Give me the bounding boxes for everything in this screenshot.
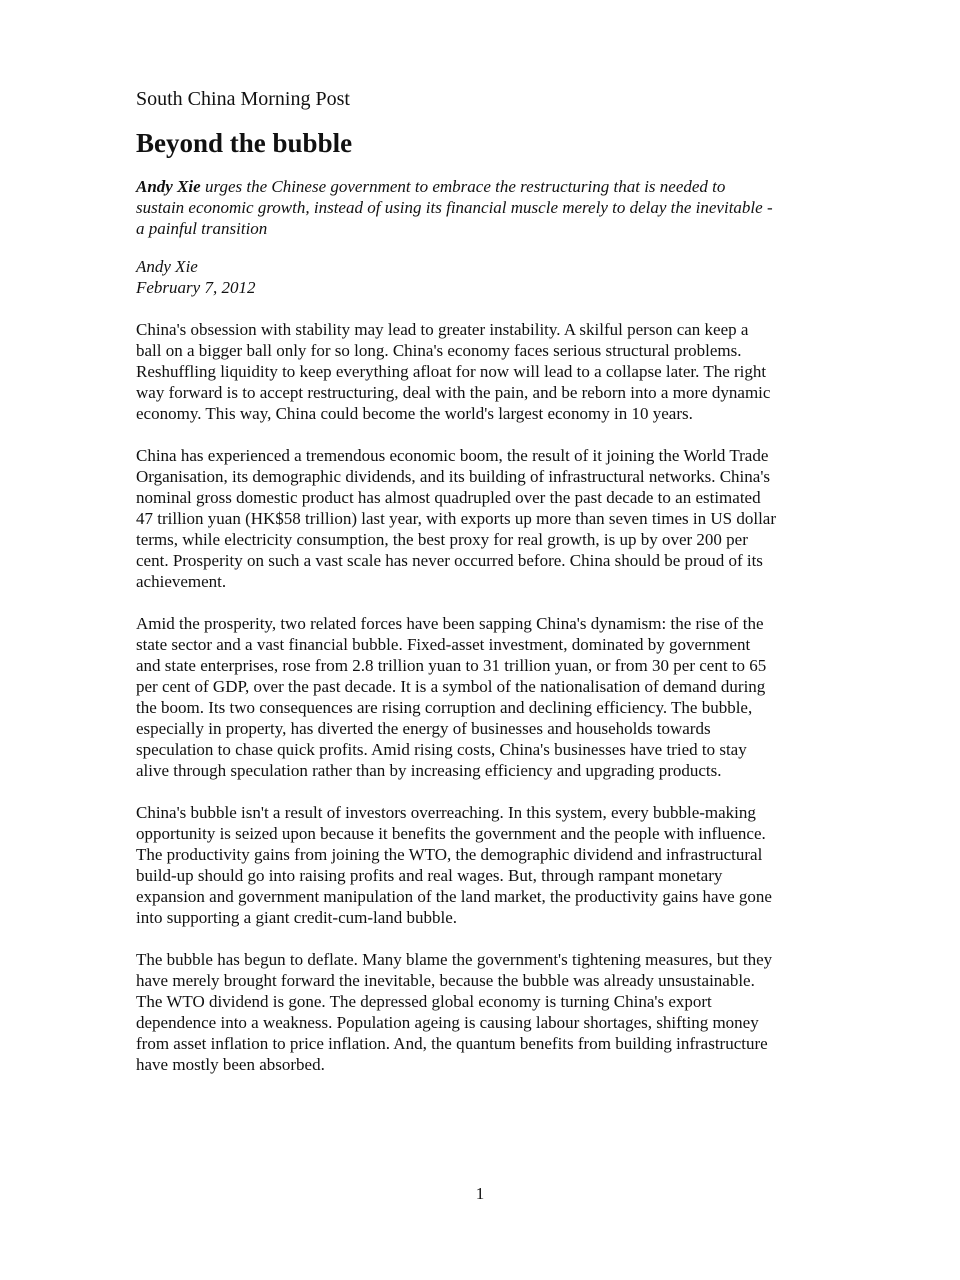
article-standfirst — [136, 176, 836, 239]
paragraph-line: economy. This way, China could become the world's largest economy in 10 years. — [136, 404, 693, 423]
paragraph-line: speculation to chase quick profits. Amid rising costs, China's businesses have tried to stay — [136, 740, 747, 759]
paragraph-line: achievement. — [136, 572, 227, 591]
standfirst-text: urges the Chinese government to embrace the restructuring that is needed to — [200, 177, 726, 196]
paragraph-line: nominal gross domestic product has almost quadrupled over the past decade to an estimated — [136, 488, 761, 507]
standfirst-line — [136, 176, 836, 197]
paragraph-line: Organisation, its demographic dividends, and its building of infrastructural networks. China's — [136, 467, 771, 486]
publication-name: South China Morning Post — [136, 88, 350, 110]
paragraph-line: 47 trillion yuan (HK$58 trillion) last year, with exports up more than seven times in US dollar — [136, 509, 777, 528]
paragraph-line: The productivity gains from joining the WTO, the demographic dividend and infrastructural — [136, 845, 763, 864]
paragraph-line: The bubble has begun to deflate. Many blame the government's tightening measures, but they — [136, 950, 773, 969]
paragraph-line: per cent of GDP, over the past decade. It is a symbol of the nationalisation of demand during — [136, 677, 766, 696]
byline-date: February 7, 2012 — [136, 278, 256, 297]
paragraph-line: China's bubble isn't a result of investors overreaching. In this system, every bubble-making — [136, 803, 756, 822]
paragraph-line: build-up should go into raising profits and real wages. But, through rampant monetary — [136, 866, 723, 885]
paragraph-line: China has experienced a tremendous economic boom, the result of it joining the World Trade — [136, 446, 769, 465]
paragraph — [136, 319, 836, 424]
page-number: 1 — [475, 1184, 485, 1203]
paragraph — [136, 613, 836, 781]
paragraph-line: way forward is to accept restructuring, deal with the pain, and be reborn into a more dynamic — [136, 383, 771, 402]
paragraph-line: expansion and government manipulation of the land market, the productivity gains have gone — [136, 887, 772, 906]
paragraph-line: from asset inflation to price inflation. And, the quantum benefits from building infrastructure — [136, 1034, 768, 1053]
standfirst-line: a painful transition — [136, 219, 268, 238]
paragraph — [136, 802, 836, 928]
byline-author: Andy Xie — [136, 257, 198, 276]
paragraph-line: The WTO dividend is gone. The depressed global economy is turning China's export — [136, 992, 712, 1011]
paragraph-line: ball on a bigger ball only for so long. China's economy faces serious structural problems. — [136, 341, 742, 360]
paragraph-line: Reshuffling liquidity to keep everything afloat for now will lead to a collapse later. The right — [136, 362, 767, 381]
paragraph-line: the boom. Its two consequences are rising corruption and declining efficiency. The bubble, — [136, 698, 753, 717]
paragraph — [136, 445, 836, 592]
paragraph-line: dependence into a weakness. Population ageing is causing labour shortages, shifting money — [136, 1013, 759, 1032]
byline — [136, 256, 836, 298]
paragraph-line: and state enterprises, rose from 2.8 trillion yuan to 31 trillion yuan, or from 30 per cent to 65 — [136, 656, 767, 675]
paragraph-line: into supporting a giant credit-cum-land bubble. — [136, 908, 458, 927]
paragraph-line: China's obsession with stability may lead to greater instability. A skilful person can keep a — [136, 320, 749, 339]
paragraph — [136, 949, 836, 1075]
article-headline: Beyond the bubble — [136, 128, 353, 158]
article-body — [136, 86, 836, 1096]
paragraph-line: have mostly been absorbed. — [136, 1055, 325, 1074]
paragraph-line: opportunity is seized upon because it benefits the government and the people with influence. — [136, 824, 766, 843]
paragraph-line: terms, while electricity consumption, the best proxy for real growth, is up by over 200 per — [136, 530, 748, 549]
paragraph-line: state sector and a vast financial bubble. Fixed-asset investment, dominated by government — [136, 635, 751, 654]
paragraph-line: Amid the prosperity, two related forces have been sapping China's dynamism: the rise of the — [136, 614, 764, 633]
paragraph-line: have merely brought forward the inevitable, because the bubble was already unsustainable. — [136, 971, 755, 990]
paragraph-line: cent. Prosperity on such a vast scale has never occurred before. China should be proud of its — [136, 551, 763, 570]
paragraph-line: especially in property, has diverted the energy of businesses and households towards — [136, 719, 711, 738]
standfirst-line: sustain economic growth, instead of using its financial muscle merely to delay the inevitable - — [136, 198, 773, 217]
paragraph-line: alive through speculation rather than by increasing efficiency and upgrading products. — [136, 761, 722, 780]
standfirst-author: Andy Xie — [136, 177, 201, 196]
